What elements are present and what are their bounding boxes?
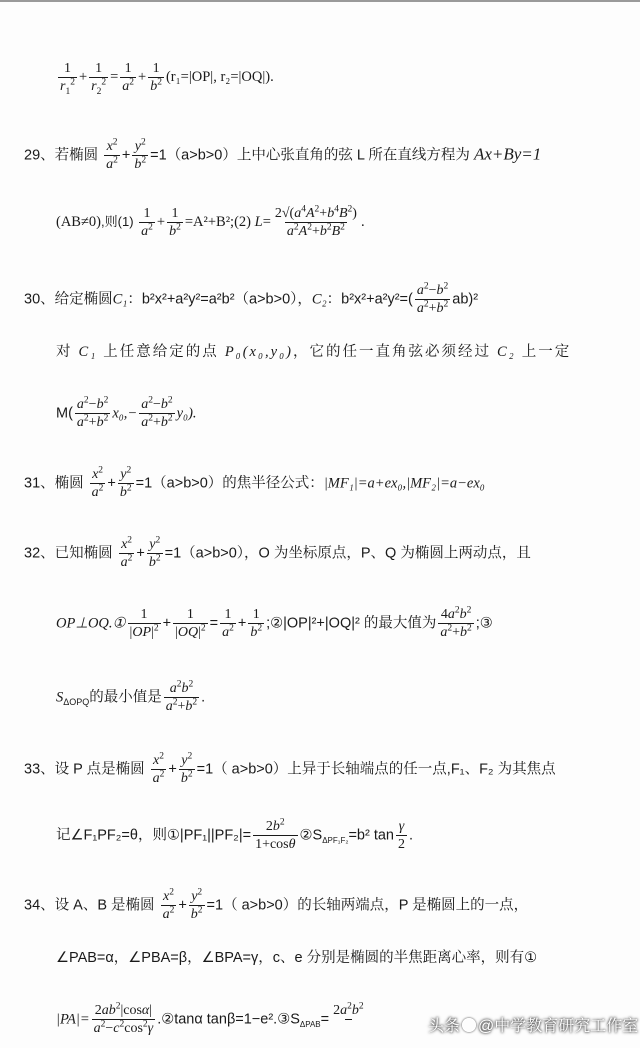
item-number: 33、 [24,761,55,778]
item-33-line-1: 33、设 P 点是椭圆 $\frac{x^2}{a^2}$ + $\frac{y^2}{b^2}$ =1（ a>b>0）上异于长轴端点的任一点,F₁、F₂ 为其焦点 [24,751,556,786]
item-30-line-3: M( $\frac{a^2-b^2}{a^2+b^2}$ x₀,− $\frac{a^2-b^2}{a^2+b^2}$ y₀). [56,395,197,430]
item-number: 30、 [24,291,55,308]
item-32-line-2: OP⊥OQ.① $\frac{1}{|OP|^2}$ + $\frac{1}{|OQ|^2}$ = $\frac{1}{a^2}$ + $\frac{1}{b^2}$ ;②|OP|²+|OQ|² 的最大值为 $\frac{4a^2b^2}{a^2+b^2}$ ;③ [56,605,493,640]
item-33-line-2: 记∠F₁PF₂=θ，则①|PF₁||PF₂|= $\frac{2b^2}{1+\cos\theta}$ $②S_{\Delta PF_1F_2}=b^2$ tan $\frac{\gamma}{2}$ . [56,817,414,852]
top-border [0,0,640,2]
item-29-line-1: 29、若椭圆 $\frac{x^2}{a^2}$ + $\frac{y^2}{b^2}$ =1（a>b>0）上中心张直角的弦 L 所在直线方程为 Ax+By=1 [24,137,542,172]
item-34-line-2: ∠PAB=α，∠PBA=β，∠BPA=γ，c、e 分别是椭圆的半焦距离心率，则有① [56,950,538,966]
item-28-formula: $\frac{1}{r_1^2}$ + $\frac{1}{r_2^2}$ = $\frac{1}{a^2}$ + $\frac{1}{b^2}$ (r₁=|OP|, r₂=|OQ|). [60,61,274,97]
item-32-line-1: 32、已知椭圆 $\frac{x^2}{a^2}$ + $\frac{y^2}{b^2}$ =1（a>b>0），O 为坐标原点，P、Q 为椭圆上两动点，且 [24,535,531,570]
source-watermark: 头条 @中学教育研究工作室 [428,1018,639,1035]
account-avatar-icon [462,1018,476,1032]
item-29-line-2: (AB≠0),则(1) $\frac{1}{a^2}$ + $\frac{1}{b^2}$ =A²+B²;(2) L= $\frac{2√(a^4A^2+b^4B^2)}{a^2A^2+b^2B^2}$ . [56,204,365,239]
item-number: 34、 [24,897,55,914]
item-30-line-1: 30、给定椭圆C₁：b²x²+a²y²=a²b²（a>b>0），C₂：b²x²+a²y²=( $\frac{a^2-b^2}{a^2+b^2}$ ab)² [24,281,479,316]
item-32-line-3: $S_{\Delta OPQ}$的最小值是 $\frac{a^2b^2}{a^2+b^2}$ . [56,679,206,714]
item-34-line-1: 34、设 A、B 是椭圆 $\frac{x^2}{a^2}$ + $\frac{y^2}{b^2}$ =1（ a>b>0）的长轴两端点，P 是椭圆上的一点， [24,887,529,922]
item-number: 29、 [24,147,55,164]
item-31-line-1: 31、椭圆 $\frac{x^2}{a^2}$ + $\frac{y^2}{b^2}$ =1（a>b>0）的焦半径公式：|MF₁|=a+ex₀,|MF₂|=a−ex₀ [24,465,485,500]
item-34-line-3: |PA|= $\frac{2ab^2|\cos\alpha|}{a^2-c^2\cos^2\gamma}$ .②tanα $\tan\beta=1-e^2.③S_{\Delta PAB}=$ $2a^2b^2$ [56,1001,364,1036]
item-number: 31、 [24,475,55,492]
item-number: 32、 [24,545,55,562]
item-30-line-2: 对 C₁ 上任意给定的点 P₀(x₀,y₀)，它的任一直角弦必须经过 C₂ 上一定 [56,344,572,360]
